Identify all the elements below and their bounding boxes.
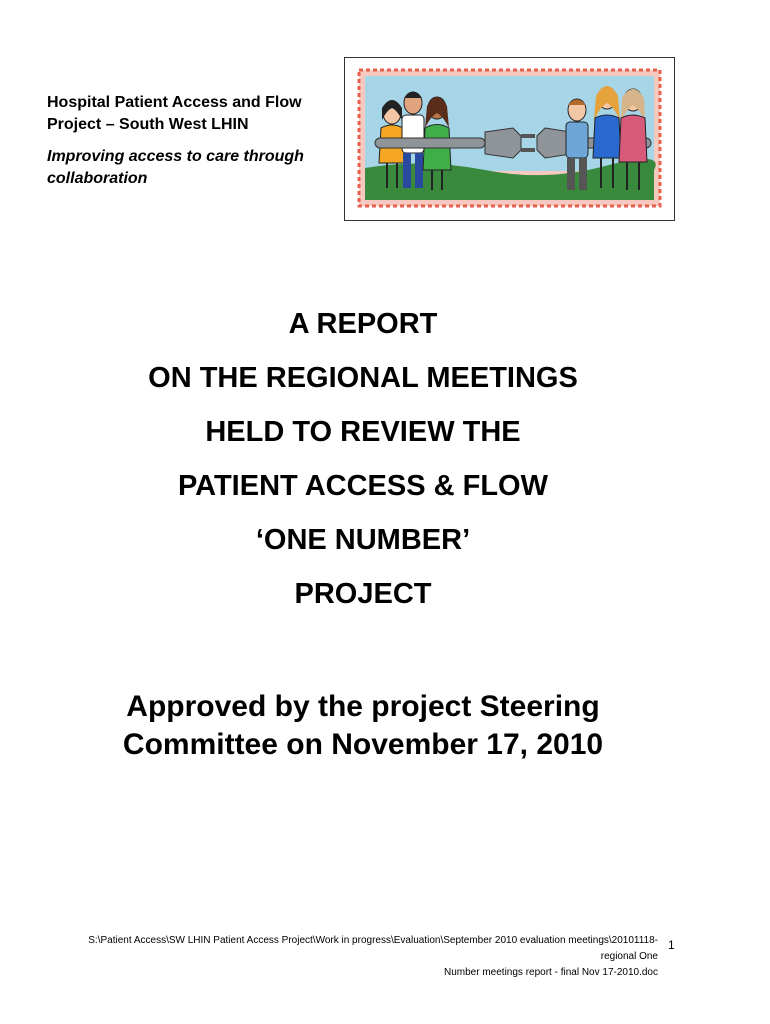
illustration-frame — [344, 57, 675, 221]
approval-line-2: Committee on November 17, 2010 — [122, 728, 604, 761]
title-line: A REPORT — [288, 308, 438, 340]
approval-statement — [0, 688, 726, 764]
footer-path-line-2: Number meetings report - final Nov 17-2010.doc — [444, 967, 658, 978]
tagline-line-1: Improving access to care through — [47, 148, 304, 165]
title-line: ‘ONE NUMBER’ — [255, 524, 471, 556]
page-number: 1 — [668, 938, 675, 952]
project-name-line-2: Project – South West LHIN — [47, 116, 249, 133]
footer-path-line-1: S:\Patient Access\SW LHIN Patient Access Project\Work in progress\Evaluation\September 2010 evaluation meetings\20101118-regional One — [88, 935, 658, 962]
tagline-line-2: collaboration — [47, 170, 148, 187]
left-cable — [375, 138, 485, 148]
approval-line-1: Approved by the project Steering — [126, 690, 600, 723]
report-title — [0, 308, 726, 632]
title-line: ON THE REGIONAL MEETINGS — [148, 362, 578, 394]
tagline — [47, 146, 337, 190]
title-line: HELD TO REVIEW THE — [205, 416, 521, 448]
header-block — [47, 92, 337, 190]
title-line: PROJECT — [294, 578, 432, 610]
project-name-line-1: Hospital Patient Access and Flow — [47, 94, 302, 111]
footer-file-path — [60, 933, 658, 981]
left-plug — [485, 128, 521, 158]
people-joining-plugs-illustration — [345, 58, 674, 220]
title-line: PATIENT ACCESS & FLOW — [177, 470, 548, 502]
